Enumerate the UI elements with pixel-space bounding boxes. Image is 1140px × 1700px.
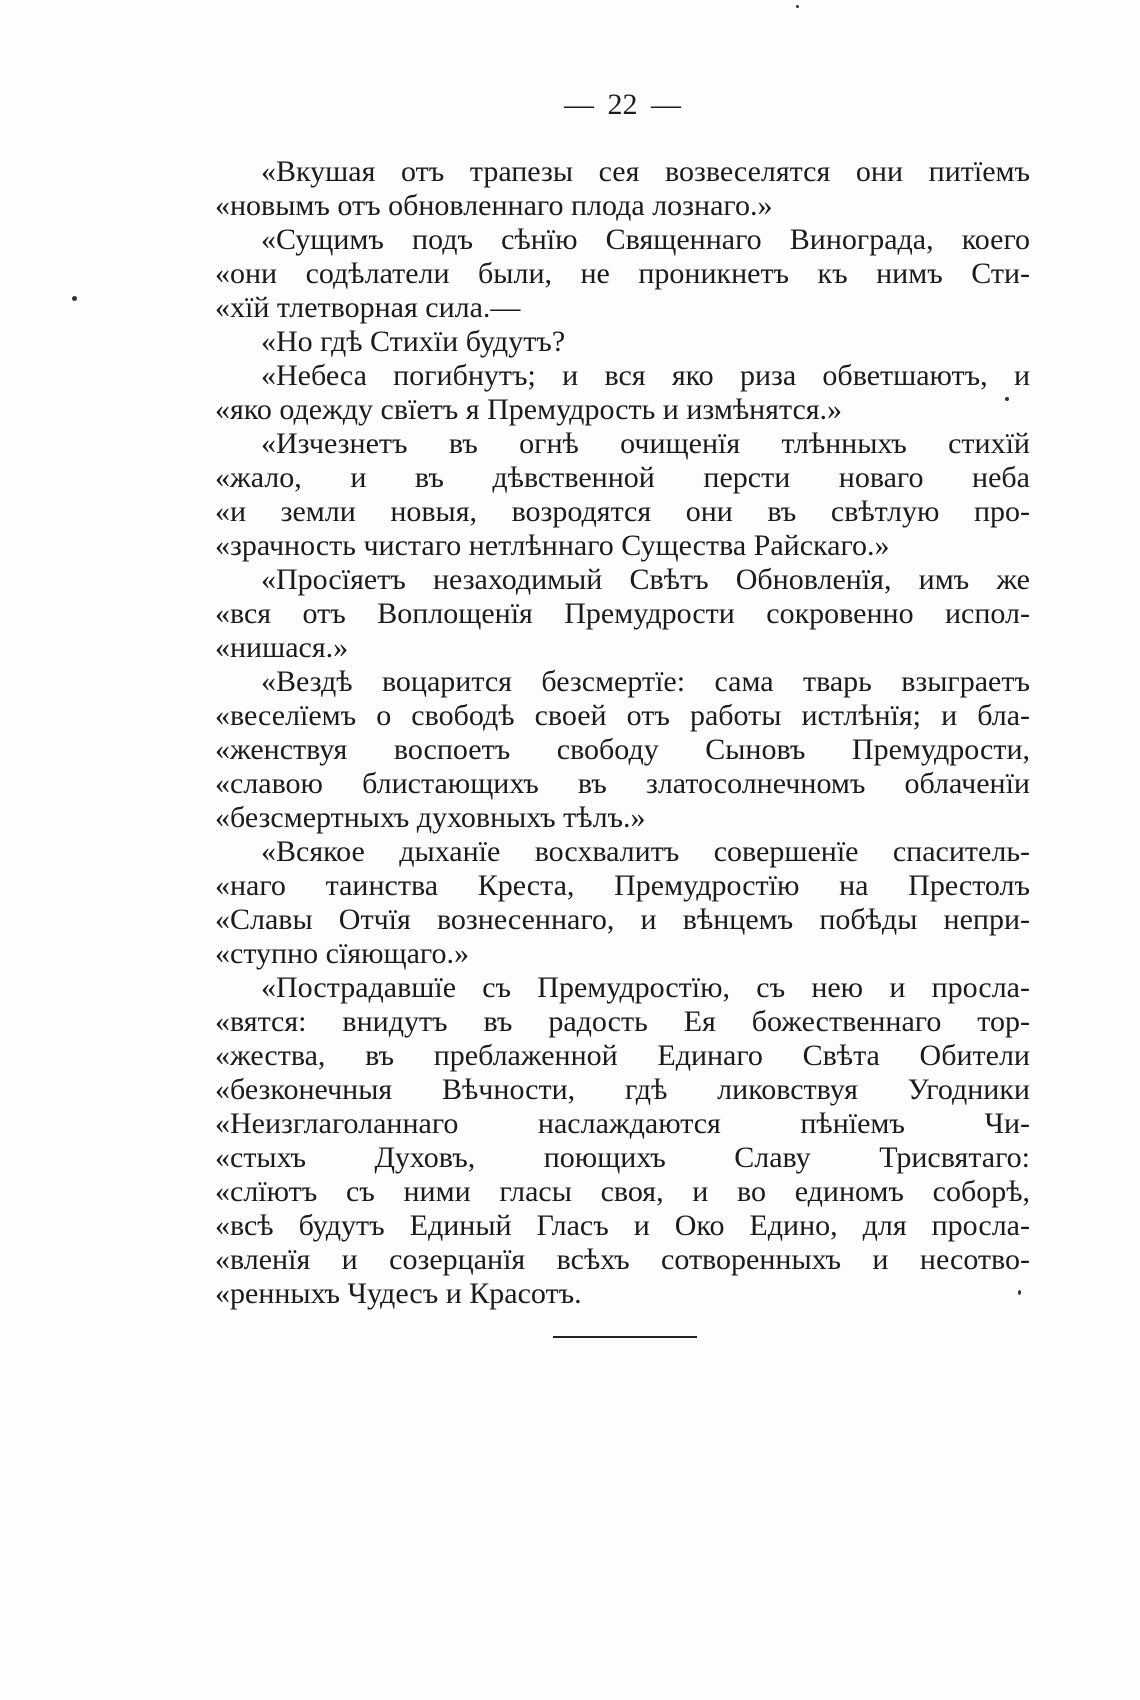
text-line: «новымъ отъ обновленнаго плода лознаго.» bbox=[215, 189, 773, 222]
text-line: «Вкушая отъ трапезы сея возвеселятся они питїемъ bbox=[261, 155, 1030, 188]
text-line: «всѣ будутъ Единый Гласъ и Око Едино, для просла- bbox=[215, 1209, 1030, 1242]
text-line: «Просїяетъ незаходимый Свѣтъ Обновленїя, имъ же bbox=[261, 563, 1030, 596]
text-line: «слїютъ съ ними гласы своя, и во единомъ соборѣ, bbox=[215, 1175, 1030, 1208]
text-line: «хїй тлетворная сила.— bbox=[215, 291, 521, 324]
paragraph bbox=[215, 563, 1030, 665]
text-line: «зрачность чистаго нетлѣннаго Существа Райскаго.» bbox=[215, 529, 890, 562]
paragraph bbox=[215, 155, 1030, 223]
text-line: «Небеса погибнутъ; и вся яко риза обветшаютъ, и bbox=[261, 359, 1030, 392]
text-line: «яко одежду свїетъ я Премудрость и измѣнятся.» bbox=[215, 393, 843, 426]
text-line: «ступно сїяющаго.» bbox=[215, 937, 469, 970]
text-line: «Сущимъ подъ сѣнїю Священнаго Винограда, коего bbox=[261, 223, 1030, 256]
text-line: «вятся: внидутъ въ радость Ея божественнаго тор- bbox=[215, 1005, 1030, 1038]
text-line: «Всякое дыханїе восхвалитъ совершенїе спаситель- bbox=[261, 835, 1030, 868]
scan-speck bbox=[1005, 397, 1009, 401]
paragraph bbox=[215, 835, 1030, 971]
text-line: «ренныхъ Чудесъ и Красотъ. bbox=[215, 1277, 582, 1310]
text-line: «вся отъ Воплощенїя Премудрости сокровенно испол- bbox=[215, 597, 1030, 630]
end-rule bbox=[553, 1336, 697, 1338]
text-line: «Славы Отчїя вознесеннаго, и вѣнцемъ побѣды непри- bbox=[215, 903, 1030, 936]
text-line: «и земли новыя, возродятся они въ свѣтлую про- bbox=[215, 495, 1030, 528]
paragraph bbox=[215, 665, 1030, 835]
text-line: «нишася.» bbox=[215, 631, 349, 664]
text-line: «стыхъ Духовъ, поющихъ Славу Трисвятаго: bbox=[215, 1141, 1030, 1174]
text-line: «женствуя воспоетъ свободу Сыновъ Премудрости, bbox=[215, 733, 1030, 766]
text-line: «Но гдѣ Стихїи будутъ? bbox=[261, 325, 566, 358]
text-line: «жества, въ преблаженной Единаго Свѣта Обители bbox=[215, 1039, 1030, 1072]
text-line: «Неизглаголаннаго наслаждаются пѣнїемъ Чи- bbox=[215, 1107, 1030, 1140]
text-line: «безсмертныхъ духовныхъ тѣлъ.» bbox=[215, 801, 646, 834]
text-line: «они содѣлатели были, не проникнетъ къ нимъ Сти- bbox=[215, 257, 1030, 290]
scan-speck bbox=[1018, 1290, 1021, 1295]
text-line: «жало, и въ дѣвственной персти новаго неба bbox=[215, 461, 1030, 494]
text-line: «безконечныя Вѣчности, гдѣ ликовствуя Угодники bbox=[215, 1073, 1030, 1106]
text-line: «веселїемъ о свободѣ своей отъ работы истлѣнїя; и бла- bbox=[215, 699, 1030, 732]
scan-speck bbox=[72, 296, 77, 301]
paragraph bbox=[215, 325, 1030, 359]
page-number: — 22 — bbox=[564, 88, 681, 121]
text-line: «Вездѣ воцарится безсмертїе: сама тварь взыграетъ bbox=[261, 665, 1030, 698]
paragraph bbox=[215, 223, 1030, 325]
text-line: «Изчезнетъ въ огнѣ очищенїя тлѣнныхъ стихїй bbox=[261, 427, 1030, 460]
text-line: «вленїя и созерцанїя всѣхъ сотворенныхъ и несотво- bbox=[215, 1243, 1030, 1276]
text-line: «наго таинства Креста, Премудростїю на Престолъ bbox=[215, 869, 1030, 902]
scan-speck bbox=[796, 5, 799, 8]
paragraph bbox=[215, 427, 1030, 563]
text-line: «Пострадавшїе съ Премудростїю, съ нею и просла- bbox=[261, 971, 1030, 1004]
text-line: «славою блистающихъ въ златосолнечномъ облаченїи bbox=[215, 767, 1030, 800]
body-text bbox=[215, 155, 1030, 1311]
paragraph bbox=[215, 359, 1030, 427]
paragraph bbox=[215, 971, 1030, 1311]
